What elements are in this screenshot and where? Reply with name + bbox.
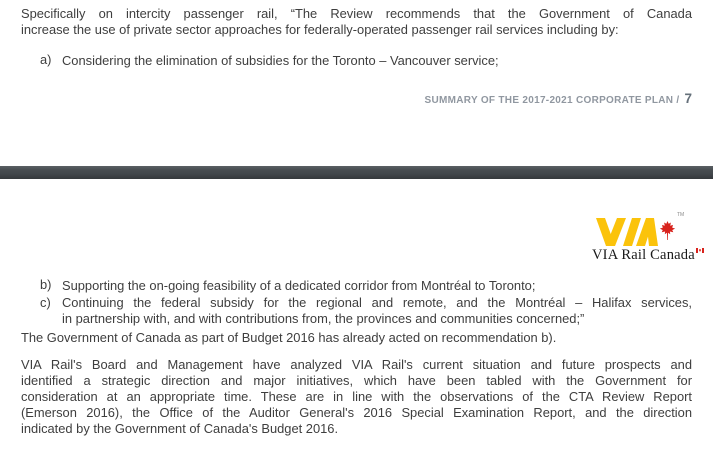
text-line: Considering the elimination of subsidies for the Toronto – Vancouver service; [62, 53, 499, 68]
via-logo-letters-icon [596, 218, 658, 246]
budget-paragraph [21, 330, 692, 346]
text-line: in partnership with, and with contributions from, the provinces and communities concerned;” [62, 311, 585, 326]
canada-flag-icon [696, 248, 704, 253]
text-line: (Emerson 2016), the Office of the Auditor General's 2016 Special Examination Report, and the direction [21, 405, 692, 420]
logo-wordmark: VIA Rail Canada [592, 247, 695, 263]
maple-leaf-icon [659, 217, 676, 244]
page-number: 7 [684, 91, 692, 106]
page-8-content [0, 179, 713, 457]
list-marker: a) [40, 52, 52, 67]
text-line: Specifically on intercity passenger rail, “The Review recommends that the Government of Canada [21, 6, 692, 21]
list-marker: c) [40, 295, 51, 310]
text-line: indicated by the Government of Canada's Budget 2016. [21, 421, 339, 436]
text-line: The Government of Canada as part of Budget 2016 has already acted on recommendation b). [21, 330, 557, 345]
text-line: Continuing the federal subsidy for the regional and remote, and the Montréal – Halifax services, [62, 295, 692, 310]
page-footer [425, 91, 692, 106]
trademark-symbol: TM [677, 212, 685, 218]
page-separator [0, 166, 713, 179]
via-rail-logo [592, 212, 711, 263]
text-line: Supporting the on-going feasibility of a dedicated corridor from Montréal to Toronto; [62, 278, 536, 293]
text-line: consideration at an appropriate time. These are in line with the observations of the CTA Review Report [21, 389, 692, 404]
list-items-b-c [40, 277, 692, 327]
intro-paragraph [21, 6, 692, 38]
text-line: VIA Rail's Board and Management have analyzed VIA Rail's current situation and future prospects and [21, 357, 692, 372]
list-item-c [40, 295, 692, 327]
footer-title: SUMMARY OF THE 2017-2021 CORPORATE PLAN / [424, 95, 680, 106]
list-item-a [40, 52, 692, 70]
board-analysis-paragraph [21, 357, 692, 437]
text-line: identified a strategic direction and major initiatives, which have been tabled with the Government for [21, 373, 692, 388]
list-item-b [40, 277, 692, 295]
text-line: increase the use of private sector approaches for federally-operated passenger rail services including by: [21, 22, 619, 37]
page-7-content [0, 0, 713, 166]
list-marker: b) [40, 277, 52, 292]
